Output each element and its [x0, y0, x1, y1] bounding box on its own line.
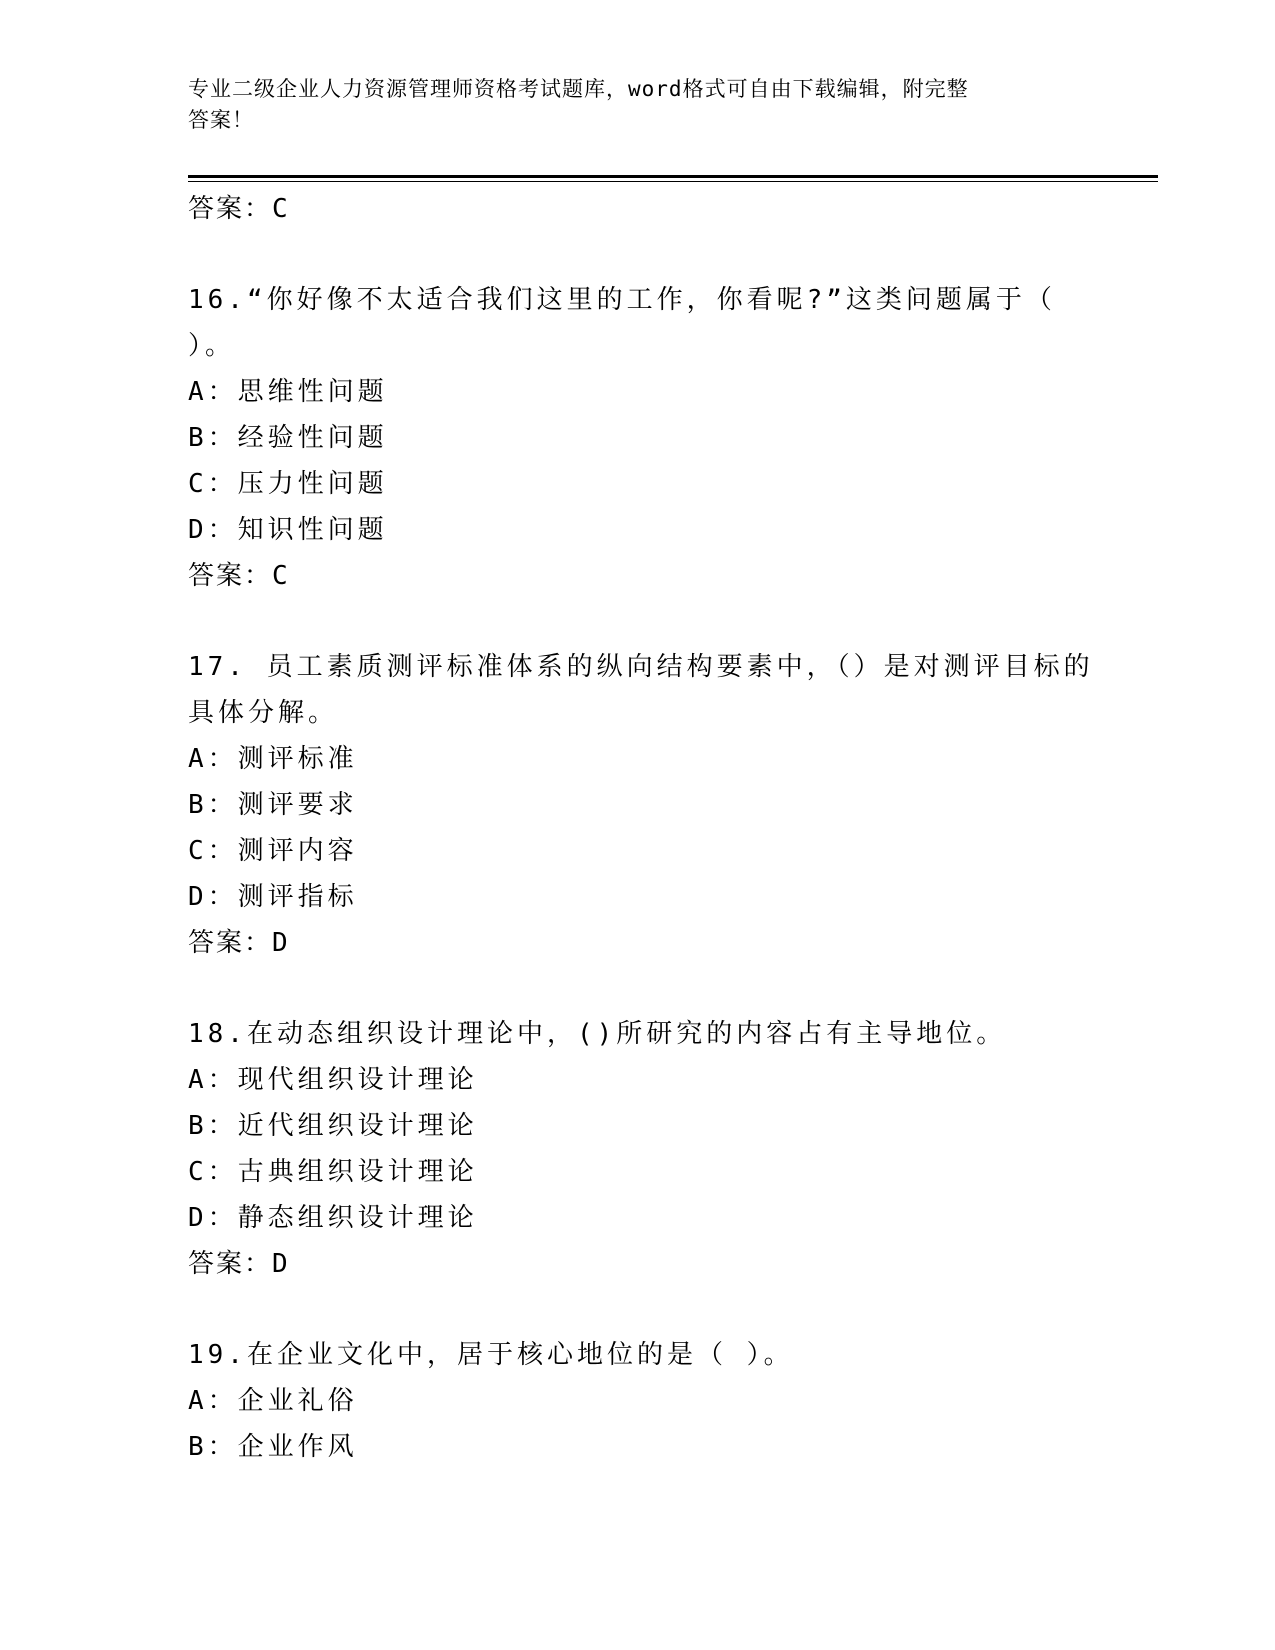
header-line-2: 答案！ [188, 108, 254, 132]
header-divider-thick [188, 175, 1158, 178]
question-16 [188, 277, 1088, 599]
header-line-1: 专业二级企业人力资源管理师资格考试题库，word格式可自由下载编辑，附完整 [188, 77, 969, 101]
option-b: B：企业作风 [188, 1432, 358, 1462]
option-c: C：古典组织设计理论 [188, 1157, 478, 1187]
option-a: A：现代组织设计理论 [188, 1065, 478, 1095]
question-stem: ）。 [188, 331, 236, 361]
option-d: D：测评指标 [188, 882, 358, 912]
spacer [188, 599, 1088, 644]
question-stem: 17. 员工素质测评标准体系的纵向结构要素中，（）是对测评目标的 [188, 652, 1094, 682]
option-b: B：经验性问题 [188, 423, 388, 453]
option-c: C：测评内容 [188, 836, 358, 866]
question-17 [188, 644, 1094, 966]
question-stem: 19.在企业文化中，居于核心地位的是（ ）。 [188, 1340, 794, 1370]
question-18 [188, 1011, 1088, 1287]
question-list [188, 186, 1094, 1470]
spacer [188, 232, 1088, 277]
spacer [188, 1287, 1088, 1332]
option-d: D：静态组织设计理论 [188, 1203, 478, 1233]
header-divider-thin [188, 181, 1158, 182]
option-c: C：压力性问题 [188, 469, 388, 499]
question-19 [188, 1332, 1088, 1470]
question-stem: 16.“你好像不太适合我们这里的工作，你看呢?”这类问题属于（ [188, 285, 1056, 315]
option-a: A：思维性问题 [188, 377, 388, 407]
answer-15: 答案：C [188, 194, 290, 224]
question-stem: 18.在动态组织设计理论中，()所研究的内容占有主导地位。 [188, 1019, 1007, 1049]
document-header [188, 74, 1068, 136]
spacer [188, 966, 1088, 1011]
question-stem: 具体分解。 [188, 698, 339, 728]
option-b: B：近代组织设计理论 [188, 1111, 478, 1141]
option-a: A：测评标准 [188, 744, 358, 774]
option-a: A：企业礼俗 [188, 1386, 358, 1416]
option-d: D：知识性问题 [188, 515, 388, 545]
answer: 答案：D [188, 928, 290, 958]
option-b: B：测评要求 [188, 790, 358, 820]
answer: 答案：D [188, 1249, 290, 1279]
answer: 答案：C [188, 561, 290, 591]
